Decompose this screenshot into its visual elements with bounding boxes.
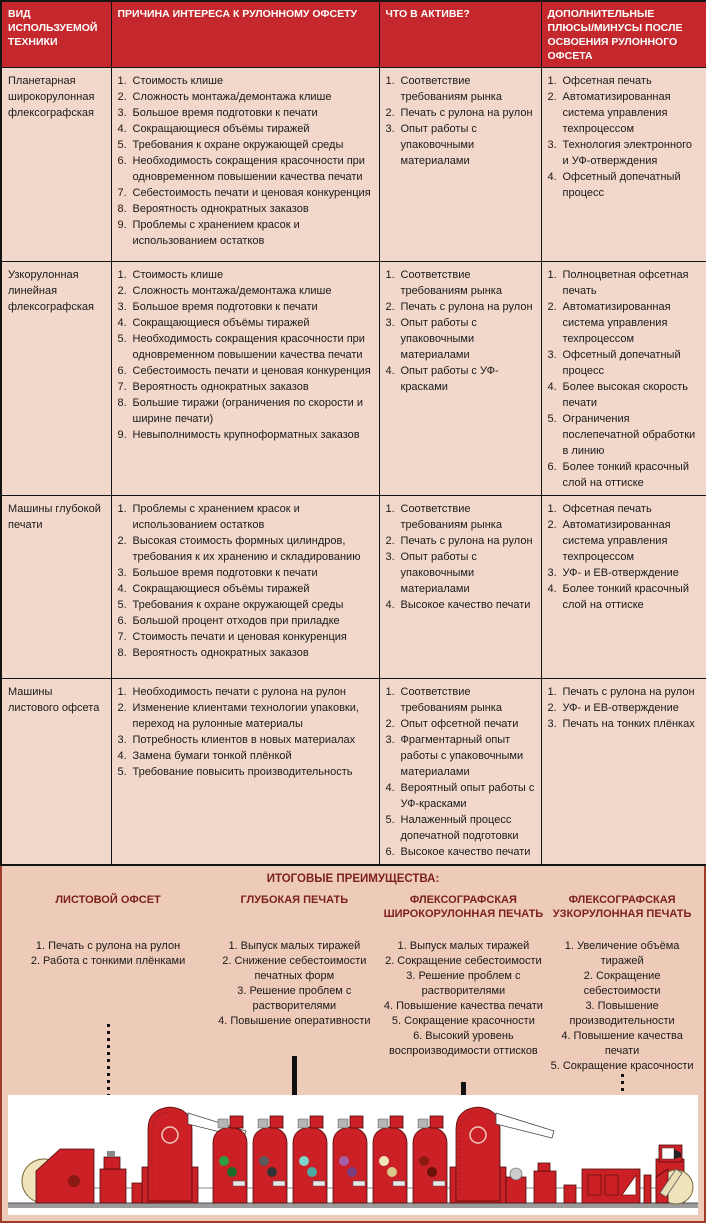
assets-list	[379, 496, 541, 679]
list-item: 4. Замена бумаги тонкой плёнкой	[117, 750, 292, 762]
list-item: 1. Соответствие требованиям рынка	[385, 75, 502, 103]
list-item: 9. Невыполнимость крупноформатных заказов	[117, 429, 360, 441]
reasons-list	[111, 679, 379, 866]
list-item: 3. Опыт работы с упаковочными материалами	[385, 123, 477, 167]
list-item: 1. Соответствие требованиям рынка	[385, 503, 502, 531]
list-item: 9. Проблемы с хранением красок и использованием остатков	[117, 219, 300, 247]
list-item: 4. Сокращающиеся объёмы тиражей	[117, 317, 310, 329]
list-item: 3. Потребность клиентов в новых материалах	[117, 734, 356, 746]
list-item: 1. Полноцветная офсетная печать	[547, 269, 689, 297]
summary-item: 1. Увеличение объёма тиражей	[564, 940, 680, 967]
reasons-list	[111, 496, 379, 679]
list-item: 8. Вероятность однократных заказов	[117, 203, 309, 215]
list-item: 1. Печать с рулона на рулон	[547, 686, 695, 698]
technique-cell: Машины листового офсета	[1, 679, 111, 866]
table-header-row	[1, 1, 706, 68]
list-item: 3. Технология электронного и УФ-отверждения	[547, 139, 693, 167]
list-item: 3. УФ- и ЕВ-отверждение	[547, 567, 679, 579]
summary-items	[546, 939, 698, 1074]
list-item: 2. УФ- и ЕВ-отверждение	[547, 702, 679, 714]
list-item: 3. Опыт работы с упаковочными материалами	[385, 317, 477, 361]
list-item: 4. Сокращающиеся объёмы тиражей	[117, 123, 310, 135]
summary-heading: ФЛЕКСОГРАФСКАЯ УЗКОРУЛОННАЯ ПЕЧАТЬ	[552, 894, 692, 920]
summary-item: 2. Снижение себестоимости печатных форм	[222, 955, 367, 982]
column-header-3: ЧТО В АКТИВЕ?	[379, 1, 541, 68]
summary-columns	[8, 889, 698, 1089]
list-item: 3. Большое время подготовки к печати	[117, 567, 318, 579]
list-item: 2. Опыт офсетной печати	[385, 718, 519, 730]
list-item: 5. Требования к охране окружающей среды	[117, 599, 344, 611]
summary-item: 1. Выпуск малых тиражей	[228, 940, 361, 952]
list-item: 3. Опыт работы с упаковочными материалами	[385, 551, 477, 595]
list-item: 2. Изменение клиентами технологии упаковки, переход на рулонные материалы	[117, 702, 359, 730]
technique-cell: Машины глубокой печати	[1, 496, 111, 679]
list-item: 3. Печать на тонких плёнках	[547, 718, 695, 730]
list-item: 1. Соответствие требованиям рынка	[385, 269, 502, 297]
list-item: 2. Автоматизированная система управления техпроцессом	[547, 301, 671, 345]
list-item: 4. Высокое качество печати	[385, 599, 531, 611]
list-item: 2. Печать с рулона на рулон	[385, 535, 533, 547]
summary-item: 3. Решение проблем с растворителями	[237, 985, 352, 1012]
summary-items	[381, 939, 546, 1059]
assets-list	[379, 68, 541, 262]
summary-item: 4. Повышение качества печати	[561, 1030, 683, 1057]
list-item: 5. Необходимость сокращения красочности при одновременном повышении качества печати	[117, 333, 365, 361]
assets-list	[379, 262, 541, 496]
summary-item: 1. Выпуск малых тиражей	[397, 940, 530, 952]
list-item: 8. Вероятность однократных заказов	[117, 647, 309, 659]
summary-item: 5. Сокращение красочности	[391, 1015, 535, 1027]
assets-list	[379, 679, 541, 866]
extras-list	[541, 679, 706, 866]
summary-item: 4. Повышение качества печати	[383, 1000, 543, 1012]
list-item: 3. Большое время подготовки к печати	[117, 301, 318, 313]
summary-section	[0, 866, 706, 1223]
list-item: 2. Автоматизированная система управления техпроцессом	[547, 519, 671, 563]
technique-cell: Узкорулонная линейная флексографская	[1, 262, 111, 496]
list-item: 2. Сложность монтажа/демонтажа клише	[117, 91, 332, 103]
summary-item: 3. Повышение производительности	[569, 1000, 675, 1027]
list-item: 2. Сложность монтажа/демонтажа клише	[117, 285, 332, 297]
table-row	[1, 68, 706, 262]
reasons-list	[111, 68, 379, 262]
list-item: 5. Требование повысить производительность	[117, 766, 353, 778]
extras-list	[541, 496, 706, 679]
summary-items	[31, 939, 185, 969]
list-item: 6. Себестоимость печати и ценовая конкуренция	[117, 365, 371, 377]
list-item: 4. Более высокая скорость печати	[547, 381, 689, 409]
list-item: 5. Требования к охране окружающей среды	[117, 139, 344, 151]
list-item: 1. Офсетная печать	[547, 503, 652, 515]
list-item: 1. Стоимость клише	[117, 269, 224, 281]
list-item: 7. Себестоимость печати и ценовая конкуренция	[117, 187, 371, 199]
summary-item: 4. Повышение оперативности	[218, 1015, 371, 1027]
summary-heading: ЛИСТОВОЙ ОФСЕТ	[55, 894, 161, 906]
list-item: 2. Печать с рулона на рулон	[385, 301, 533, 313]
list-item: 7. Стоимость печати и ценовая конкуренция	[117, 631, 347, 643]
column-header-1: ВИД ИСПОЛЬЗУЕМОЙ ТЕХНИКИ	[1, 1, 111, 68]
summary-item: 2. Сокращение себестоимости	[583, 970, 661, 997]
summary-items	[212, 939, 377, 1029]
technique-cell: Планетарная широкорулонная флексографская	[1, 68, 111, 262]
monitor-icon	[662, 1148, 674, 1159]
extras-list	[541, 68, 706, 262]
list-item: 3. Большое время подготовки к печати	[117, 107, 318, 119]
list-item: 1. Проблемы с хранением красок и использованием остатков	[117, 503, 300, 531]
list-item: 5. Ограничения послепечатной обработки в линию	[547, 413, 696, 457]
list-item: 2. Автоматизированная система управления техпроцессом	[547, 91, 671, 135]
list-item: 3. Фрагментарный опыт работы с упаковочными материалами	[385, 734, 524, 778]
list-item: 6. Высокое качество печати	[385, 846, 531, 858]
summary-item: 5. Сокращение красочности	[550, 1060, 694, 1072]
reasons-list	[111, 262, 379, 496]
press-strip	[8, 1095, 698, 1215]
list-item: 5. Налаженный процесс допечатной подготовки	[385, 814, 519, 842]
list-item: 4. Вероятный опыт работы с УФ-красками	[385, 782, 535, 810]
extras-list	[541, 262, 706, 496]
summary-heading: ГЛУБОКАЯ ПЕЧАТЬ	[240, 894, 349, 906]
column-header-4: ДОПОЛНИТЕЛЬНЫЕ ПЛЮСЫ/МИНУСЫ ПОСЛЕ ОСВОЕНИЯ РУЛОННОГО ОФСЕТА	[541, 1, 706, 68]
press-line-illustration	[8, 1095, 698, 1215]
list-item: 8. Большие тиражи (ограничения по скорости и ширине печати)	[117, 397, 363, 425]
summary-item: 6. Высокий уровень воспроизводимости оттисков	[388, 1030, 538, 1057]
list-item: 1. Стоимость клише	[117, 75, 224, 87]
list-item: 2. Высокая стоимость формных цилиндров, требования к их хранению и складированию	[117, 535, 361, 563]
column-header-2: ПРИЧИНА ИНТЕРЕСА К РУЛОННОМУ ОФСЕТУ	[111, 1, 379, 68]
list-item: 6. Более тонкий красочный слой на оттиске	[547, 461, 689, 489]
table-row	[1, 679, 706, 866]
list-item: 4. Офсетный допечатный процесс	[547, 171, 681, 199]
list-item: 4. Сокращающиеся объёмы тиражей	[117, 583, 310, 595]
list-item: 7. Вероятность однократных заказов	[117, 381, 309, 393]
list-item: 4. Более тонкий красочный слой на оттиске	[547, 583, 689, 611]
summary-title: ИТОГОВЫЕ ПРЕИМУЩЕСТВА:	[266, 873, 440, 885]
summary-heading: ФЛЕКСОГРАФСКАЯ ШИРОКОРУЛОННАЯ ПЕЧАТЬ	[383, 894, 544, 920]
summary-item: 2. Работа с тонкими плёнками	[30, 955, 186, 967]
list-item: 2. Печать с рулона на рулон	[385, 107, 533, 119]
table-row	[1, 496, 706, 679]
list-item: 1. Офсетная печать	[547, 75, 652, 87]
list-item: 1. Необходимость печати с рулона на рулон	[117, 686, 346, 698]
list-item: 6. Необходимость сокращения красочности при одновременном повышении качества печати	[117, 155, 365, 183]
list-item: 6. Большой процент отходов при приладке	[117, 615, 340, 627]
list-item: 3. Офсетный допечатный процесс	[547, 349, 681, 377]
summary-item: 1. Печать с рулона на рулон	[35, 940, 181, 952]
summary-item: 2. Сокращение себестоимости	[385, 955, 542, 967]
list-item: 1. Соответствие требованиям рынка	[385, 686, 502, 714]
list-item: 4. Опыт работы с УФ-красками	[385, 365, 499, 393]
table-row	[1, 262, 706, 496]
summary-item: 3. Решение проблем с растворителями	[406, 970, 521, 997]
